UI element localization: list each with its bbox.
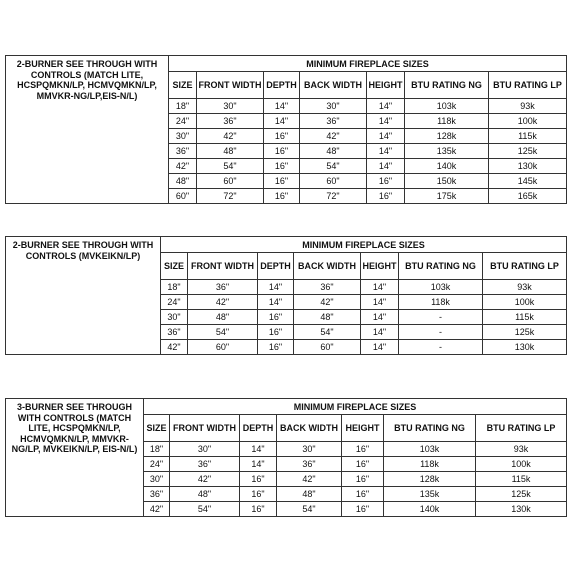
col-header-btu-ng: BTU RATING NG: [384, 415, 476, 442]
cell: 54": [170, 502, 240, 517]
cell: 42": [197, 129, 264, 144]
cell: 125k: [489, 144, 567, 159]
cell: 16": [342, 502, 384, 517]
cell: 60": [188, 340, 258, 355]
cell: 14": [240, 457, 277, 472]
cell: 16": [342, 487, 384, 502]
min-sizes-header: MINIMUM FIREPLACE SIZES: [144, 399, 567, 415]
cell: 36": [197, 114, 264, 129]
cell: 14": [361, 280, 399, 295]
cell: 36": [144, 487, 170, 502]
cell: 48": [170, 487, 240, 502]
cell: 16": [240, 472, 277, 487]
cell: 103k: [399, 280, 483, 295]
cell: 48": [277, 487, 342, 502]
cell: 16": [342, 472, 384, 487]
cell: 30": [170, 442, 240, 457]
cell: 125k: [483, 325, 567, 340]
cell: 24": [161, 295, 188, 310]
cell: 140k: [384, 502, 476, 517]
cell: 54": [197, 159, 264, 174]
cell: 125k: [476, 487, 567, 502]
cell: 115k: [489, 129, 567, 144]
cell: 130k: [489, 159, 567, 174]
cell: -: [399, 325, 483, 340]
cell: 14": [258, 295, 294, 310]
cell: 14": [367, 159, 405, 174]
col-header-size: SIZE: [169, 72, 197, 99]
cell: 36": [277, 457, 342, 472]
cell: 54": [277, 502, 342, 517]
cell: 14": [367, 114, 405, 129]
cell: 48": [188, 310, 258, 325]
cell: 16": [264, 174, 300, 189]
cell: 14": [264, 114, 300, 129]
cell: 42": [300, 129, 367, 144]
col-header-front-width: FRONT WIDTH: [188, 253, 258, 280]
cell: 115k: [476, 472, 567, 487]
fireplace-table-3: [5, 398, 567, 517]
fireplace-table-2: [5, 236, 567, 355]
col-header-height: HEIGHT: [367, 72, 405, 99]
cell: 30": [277, 442, 342, 457]
cell: 130k: [483, 340, 567, 355]
cell: 115k: [483, 310, 567, 325]
col-header-height: HEIGHT: [361, 253, 399, 280]
cell: 150k: [405, 174, 489, 189]
cell: 18": [169, 99, 197, 114]
col-header-back-width: BACK WIDTH: [277, 415, 342, 442]
cell: 54": [294, 325, 361, 340]
cell: 42": [144, 502, 170, 517]
cell: 14": [264, 99, 300, 114]
cell: 30": [169, 129, 197, 144]
col-header-btu-lp: BTU RATING LP: [483, 253, 567, 280]
cell: 48": [300, 144, 367, 159]
cell: 16": [258, 340, 294, 355]
cell: 16": [342, 442, 384, 457]
cell: 72": [300, 189, 367, 204]
cell: 93k: [476, 442, 567, 457]
cell: 100k: [489, 114, 567, 129]
cell: 16": [264, 144, 300, 159]
cell: 100k: [483, 295, 567, 310]
table-title: 2-BURNER SEE THROUGH WITH CONTROLS (MATCH LITE, HCSPQMKN/LP, HCMVQMKN/LP, MMVKR-NG/LP,EIS-N/L): [6, 56, 169, 204]
cell: 24": [169, 114, 197, 129]
cell: 140k: [405, 159, 489, 174]
cell: 14": [361, 340, 399, 355]
table-title: 3-BURNER SEE THROUGH WITH CONTROLS (MATCH LITE, HCSPQMKN/LP, HCMVQMKN/LP, MMVKR-NG/LP, MVKEIKN/LP, EIS-N/L): [6, 399, 144, 517]
cell: 30": [144, 472, 170, 487]
cell: 135k: [384, 487, 476, 502]
cell: 42": [277, 472, 342, 487]
cell: 93k: [483, 280, 567, 295]
cell: 118k: [399, 295, 483, 310]
cell: 54": [300, 159, 367, 174]
cell: 14": [361, 325, 399, 340]
cell: 118k: [405, 114, 489, 129]
cell: 100k: [476, 457, 567, 472]
col-header-btu-ng: BTU RATING NG: [405, 72, 489, 99]
cell: 36": [294, 280, 361, 295]
cell: 36": [161, 325, 188, 340]
cell: 16": [240, 502, 277, 517]
cell: 93k: [489, 99, 567, 114]
cell: 130k: [476, 502, 567, 517]
col-header-depth: DEPTH: [264, 72, 300, 99]
cell: 30": [300, 99, 367, 114]
cell: 36": [300, 114, 367, 129]
cell: 42": [188, 295, 258, 310]
cell: 118k: [384, 457, 476, 472]
col-header-btu-lp: BTU RATING LP: [489, 72, 567, 99]
cell: 16": [264, 129, 300, 144]
cell: 60": [169, 189, 197, 204]
cell: 165k: [489, 189, 567, 204]
col-header-front-width: FRONT WIDTH: [197, 72, 264, 99]
cell: 18": [161, 280, 188, 295]
col-header-size: SIZE: [161, 253, 188, 280]
cell: 135k: [405, 144, 489, 159]
cell: 48": [197, 144, 264, 159]
min-sizes-header: MINIMUM FIREPLACE SIZES: [169, 56, 567, 72]
col-header-size: SIZE: [144, 415, 170, 442]
cell: 30": [197, 99, 264, 114]
cell: 16": [258, 310, 294, 325]
col-header-height: HEIGHT: [342, 415, 384, 442]
cell: 14": [240, 442, 277, 457]
cell: 36": [169, 144, 197, 159]
cell: 16": [240, 487, 277, 502]
cell: 175k: [405, 189, 489, 204]
col-header-depth: DEPTH: [240, 415, 277, 442]
cell: 14": [367, 99, 405, 114]
cell: 16": [367, 189, 405, 204]
col-header-back-width: BACK WIDTH: [300, 72, 367, 99]
fireplace-table-1: [5, 55, 567, 204]
cell: 145k: [489, 174, 567, 189]
table-title: 2-BURNER SEE THROUGH WITH CONTROLS (MVKEIKN/LP): [6, 237, 161, 355]
cell: 48": [294, 310, 361, 325]
cell: 14": [258, 280, 294, 295]
cell: 54": [188, 325, 258, 340]
cell: 16": [258, 325, 294, 340]
cell: 42": [161, 340, 188, 355]
cell: 36": [188, 280, 258, 295]
cell: 16": [367, 174, 405, 189]
cell: 14": [367, 129, 405, 144]
col-header-depth: DEPTH: [258, 253, 294, 280]
cell: 128k: [384, 472, 476, 487]
min-sizes-header: MINIMUM FIREPLACE SIZES: [161, 237, 567, 253]
cell: 128k: [405, 129, 489, 144]
col-header-front-width: FRONT WIDTH: [170, 415, 240, 442]
col-header-btu-lp: BTU RATING LP: [476, 415, 567, 442]
cell: 42": [169, 159, 197, 174]
cell: 60": [300, 174, 367, 189]
cell: 42": [294, 295, 361, 310]
cell: 24": [144, 457, 170, 472]
cell: 16": [264, 159, 300, 174]
cell: 72": [197, 189, 264, 204]
cell: 14": [361, 295, 399, 310]
col-header-back-width: BACK WIDTH: [294, 253, 361, 280]
cell: 16": [342, 457, 384, 472]
cell: 30": [161, 310, 188, 325]
cell: 103k: [405, 99, 489, 114]
cell: -: [399, 310, 483, 325]
col-header-btu-ng: BTU RATING NG: [399, 253, 483, 280]
cell: 42": [170, 472, 240, 487]
cell: 60": [197, 174, 264, 189]
cell: 60": [294, 340, 361, 355]
cell: -: [399, 340, 483, 355]
cell: 36": [170, 457, 240, 472]
cell: 103k: [384, 442, 476, 457]
cell: 48": [169, 174, 197, 189]
cell: 14": [367, 144, 405, 159]
cell: 14": [361, 310, 399, 325]
cell: 18": [144, 442, 170, 457]
cell: 16": [264, 189, 300, 204]
